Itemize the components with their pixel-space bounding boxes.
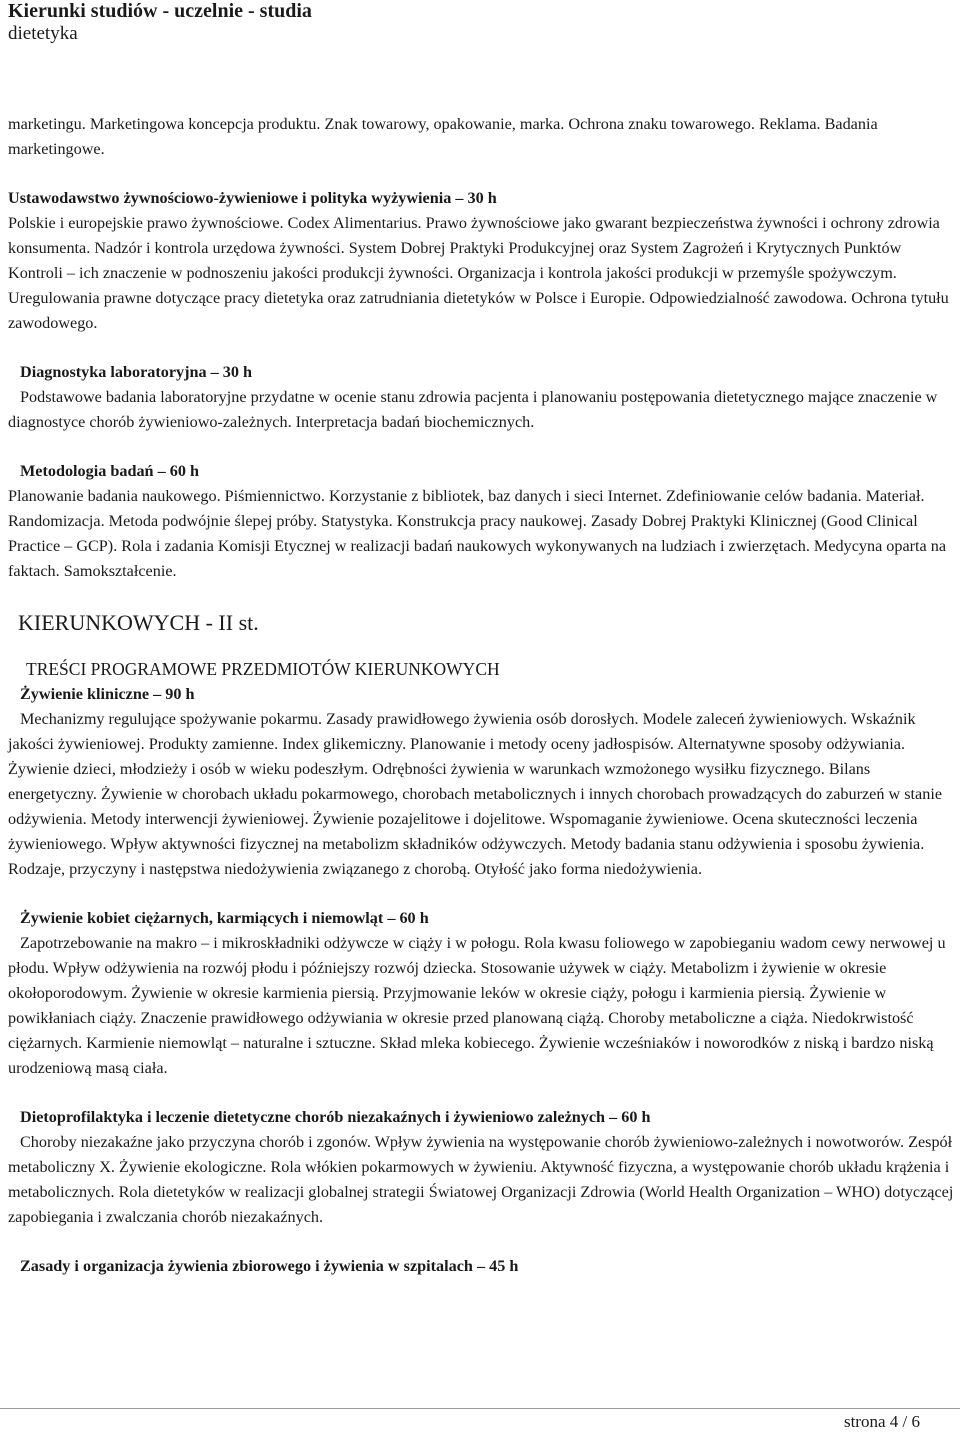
page-indicator: strona 4 / 6	[843, 1412, 920, 1431]
section-body-ustawodawstwo: Polskie i europejskie prawo żywnościowe. Codex Alimentarius. Prawo żywnościowe jako gwarant bezpieczeństwa żywności i ochrony zdrowia konsumenta. Nadzór i kontrola urzędowa żywności. System Dobrej Praktyki Produkcyjnej oraz System Zagrożeń i Krytycznych Punktów Kontroli – ich znaczenie w podnoszeniu jakości produkcji żywności. Organizacja i kontrola jakości produkcji w przemyśle spożywczym. Uregulowania prawne dotyczące pracy dietetyka oraz zatrudniania dietetyków w Polsce i Europie. Odpowiedzialność zawodowa. Ochrona tytułu zawodowego.	[8, 214, 949, 332]
section-body-dietoprofilaktyka: Choroby niezakaźne jako przyczyna chorób i zgonów. Wpływ żywienia na występowanie chorób żywieniowo-zależnych i nowotworów. Zespół metaboliczny X. Żywienie ekologiczne. Rola włókien pokarmowych w żywieniu. Aktywność fizyczna, a występowanie chorób układu krążenia i metabolicznych. Rola dietetyków w realizacji globalnej strategii Światowej Organizacji Zdrowia (World Health Organization – WHO) dotyczącej zapobiegania i zwalczania chorób niezakaźnych.	[8, 1133, 954, 1226]
section-heading-dietoprofilaktyka: Dietoprofilaktyka i leczenie dietetyczne chorób niezakaźnych i żywieniowo zależnych – 60 h	[20, 1108, 651, 1126]
section-heading-zywienie-kliniczne: Żywienie kliniczne – 90 h	[20, 685, 195, 703]
major-heading: KIERUNKOWYCH - II st.	[18, 610, 259, 635]
footer-divider	[0, 1408, 960, 1409]
section-heading-metodologia: Metodologia badań – 60 h	[20, 462, 199, 480]
section-heading-ustawodawstwo: Ustawodawstwo żywnościowo-żywieniowe i polityka wyżywienia – 30 h	[8, 189, 497, 207]
page-title: Kierunki studiów - uczelnie - studia	[8, 0, 312, 22]
section-body-zywienie-kliniczne: Mechanizmy regulujące spożywanie pokarmu. Zasady prawidłowego żywienia osób dorosłych. Modele zaleceń żywieniowych. Wskaźnik jakości żywieniowej. Produkty zamienne. Index glikemiczny. Planowanie i metody oceny jadłospisów. Alternatywne sposoby odżywiania. Żywienie dzieci, młodzieży i osób w wieku podeszłym. Odrębności żywienia w warunkach wzmożonego wysiłku fizycznego. Bilans energetyczny. Żywienie w chorobach układu pokarmowego, chorobach metabolicznych i innych chorobach prowadzących do zaburzeń w stanie odżywienia. Metody interwencji żywieniowej. Żywienie pozajelitowe i dojelitowe. Wspomaganie żywieniowe. Ocena skuteczności leczenia żywieniowego. Wpływ aktywności fizycznej na metabolizm składników odżywczych. Metody badania stanu odżywienia i sposobu żywienia. Rodzaje, przyczyny i następstwa niedożywienia związanego z chorobą. Otyłość jako forma niedożywienia.	[8, 710, 943, 878]
section-body-metodologia: Planowanie badania naukowego. Piśmiennictwo. Korzystanie z bibliotek, baz danych i sieci Internet. Zdefiniowanie celów badania. Materiał. Randomizacja. Metoda podwójnie ślepej próby. Statystyka. Konstrukcja pracy naukowej. Zasady Dobrej Praktyki Klinicznej (Good Clinical Practice – GCP). Rola i zadania Komisji Etycznej w realizacji badań naukowych wykonywanych na ludziach i zwierzętach. Medycyna oparta na faktach. Samokształcenie.	[8, 487, 947, 580]
program-subheading: TREŚCI PROGRAMOWE PRZEDMIOTÓW KIERUNKOWYCH	[26, 659, 500, 679]
page-subtitle: dietetyka	[8, 23, 78, 44]
section-body-zywienie-kobiet: Zapotrzebowanie na makro – i mikroskładniki odżywcze w ciąży i w połogu. Rola kwasu foliowego w zapobieganiu wadom cewy nerwowej u płodu. Wpływ odżywienia na rozwój płodu i późniejszy rozwój dziecka. Stosowanie używek w ciąży. Metabolizm i żywienie w okresie okołoporodowym. Żywienie w okresie karmienia piersią. Przyjmowanie leków w okresie ciąży, połogu i karmienia piersią. Żywienie w powikłaniach ciąży. Znaczenie prawidłowego odżywiania w okresie przed planowaną ciążą. Choroby metaboliczne a ciąża. Niedokrwistość ciężarnych. Karmienie niemowląt – naturalne i sztuczne. Skład mleka kobiecego. Żywienie wcześniaków i noworodków z niską i bardzo niską urodzeniową masą ciała.	[8, 934, 946, 1077]
section-heading-zywienie-kobiet: Żywienie kobiet ciężarnych, karmiących i niemowląt – 60 h	[20, 909, 429, 927]
section-heading-diagnostyka: Diagnostyka laboratoryjna – 30 h	[20, 363, 253, 381]
section-body-diagnostyka: Podstawowe badania laboratoryjne przydatne w ocenie stanu zdrowia pacjenta i planowaniu postępowania dietetycznego mające znaczenie w diagnostyce chorób żywieniowo-zależnych. Interpretacja badań biochemicznych.	[8, 388, 938, 431]
intro-paragraph: marketingu. Marketingowa koncepcja produktu. Znak towarowy, opakowanie, marka. Ochrona znaku towarowego. Reklama. Badania marketingowe.	[8, 115, 878, 158]
section-heading-zasady-organizacja: Zasady i organizacja żywienia zbiorowego i żywienia w szpitalach – 45 h	[20, 1257, 519, 1275]
document-body	[8, 112, 954, 1279]
